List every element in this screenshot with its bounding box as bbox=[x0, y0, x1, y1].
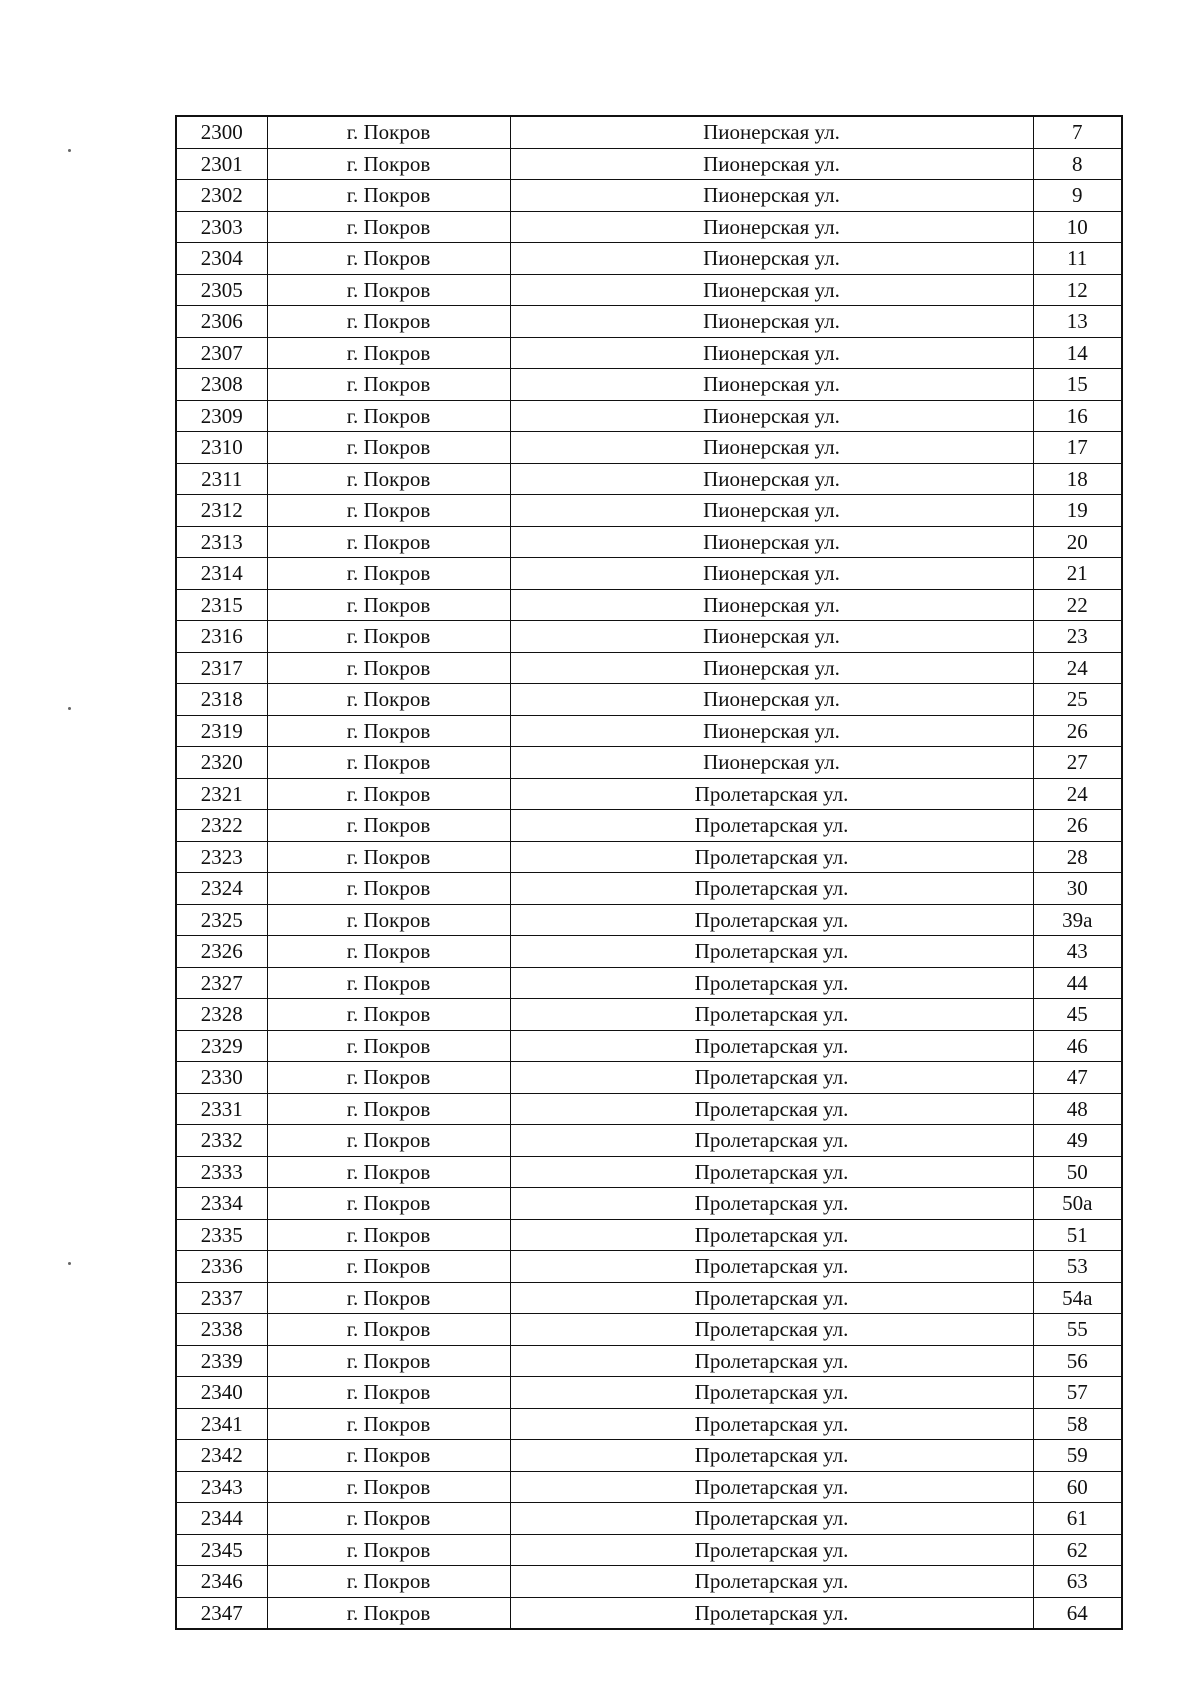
table-row bbox=[176, 495, 1122, 527]
row-number-cell: 2325 bbox=[176, 904, 267, 936]
row-number-cell: 2310 bbox=[176, 432, 267, 464]
table-row bbox=[176, 211, 1122, 243]
row-number-cell: 2346 bbox=[176, 1566, 267, 1598]
house-number-cell: 18 bbox=[1033, 463, 1122, 495]
row-number-cell: 2313 bbox=[176, 526, 267, 558]
table-row bbox=[176, 715, 1122, 747]
street-cell: Пионерская ул. bbox=[510, 306, 1033, 338]
house-number-cell: 24 bbox=[1033, 652, 1122, 684]
house-number-cell: 25 bbox=[1033, 684, 1122, 716]
city-cell: г. Покров bbox=[267, 274, 510, 306]
city-cell: г. Покров bbox=[267, 1314, 510, 1346]
city-cell: г. Покров bbox=[267, 1219, 510, 1251]
table-row bbox=[176, 589, 1122, 621]
row-number-cell: 2342 bbox=[176, 1440, 267, 1472]
city-cell: г. Покров bbox=[267, 116, 510, 148]
house-number-cell: 23 bbox=[1033, 621, 1122, 653]
address-register-table bbox=[175, 115, 1123, 1630]
row-number-cell: 2318 bbox=[176, 684, 267, 716]
house-number-cell: 48 bbox=[1033, 1093, 1122, 1125]
row-number-cell: 2347 bbox=[176, 1597, 267, 1629]
street-cell: Пионерская ул. bbox=[510, 747, 1033, 779]
street-cell: Пролетарская ул. bbox=[510, 1503, 1033, 1535]
row-number-cell: 2335 bbox=[176, 1219, 267, 1251]
street-cell: Пионерская ул. bbox=[510, 180, 1033, 212]
table-row bbox=[176, 1503, 1122, 1535]
house-number-cell: 26 bbox=[1033, 715, 1122, 747]
table-row bbox=[176, 904, 1122, 936]
city-cell: г. Покров bbox=[267, 337, 510, 369]
street-cell: Пролетарская ул. bbox=[510, 1408, 1033, 1440]
row-number-cell: 2345 bbox=[176, 1534, 267, 1566]
city-cell: г. Покров bbox=[267, 621, 510, 653]
house-number-cell: 44 bbox=[1033, 967, 1122, 999]
row-number-cell: 2323 bbox=[176, 841, 267, 873]
city-cell: г. Покров bbox=[267, 684, 510, 716]
table-row bbox=[176, 400, 1122, 432]
table-row bbox=[176, 1219, 1122, 1251]
street-cell: Пионерская ул. bbox=[510, 526, 1033, 558]
table-row bbox=[176, 1093, 1122, 1125]
row-number-cell: 2330 bbox=[176, 1062, 267, 1094]
street-cell: Пионерская ул. bbox=[510, 589, 1033, 621]
street-cell: Пионерская ул. bbox=[510, 715, 1033, 747]
city-cell: г. Покров bbox=[267, 243, 510, 275]
table-row bbox=[176, 1345, 1122, 1377]
row-number-cell: 2326 bbox=[176, 936, 267, 968]
row-number-cell: 2314 bbox=[176, 558, 267, 590]
city-cell: г. Покров bbox=[267, 1345, 510, 1377]
table-row bbox=[176, 1156, 1122, 1188]
row-number-cell: 2324 bbox=[176, 873, 267, 905]
table-row bbox=[176, 652, 1122, 684]
house-number-cell: 51 bbox=[1033, 1219, 1122, 1251]
table-row bbox=[176, 810, 1122, 842]
row-number-cell: 2312 bbox=[176, 495, 267, 527]
row-number-cell: 2329 bbox=[176, 1030, 267, 1062]
house-number-cell: 22 bbox=[1033, 589, 1122, 621]
table-row bbox=[176, 1188, 1122, 1220]
street-cell: Пролетарская ул. bbox=[510, 841, 1033, 873]
street-cell: Пионерская ул. bbox=[510, 463, 1033, 495]
table-row bbox=[176, 116, 1122, 148]
city-cell: г. Покров bbox=[267, 432, 510, 464]
row-number-cell: 2336 bbox=[176, 1251, 267, 1283]
table-row bbox=[176, 999, 1122, 1031]
house-number-cell: 21 bbox=[1033, 558, 1122, 590]
street-cell: Пролетарская ул. bbox=[510, 1062, 1033, 1094]
row-number-cell: 2321 bbox=[176, 778, 267, 810]
city-cell: г. Покров bbox=[267, 211, 510, 243]
margin-speck bbox=[68, 707, 71, 710]
city-cell: г. Покров bbox=[267, 1597, 510, 1629]
city-cell: г. Покров bbox=[267, 400, 510, 432]
house-number-cell: 26 bbox=[1033, 810, 1122, 842]
city-cell: г. Покров bbox=[267, 778, 510, 810]
row-number-cell: 2307 bbox=[176, 337, 267, 369]
row-number-cell: 2338 bbox=[176, 1314, 267, 1346]
row-number-cell: 2317 bbox=[176, 652, 267, 684]
house-number-cell: 55 bbox=[1033, 1314, 1122, 1346]
row-number-cell: 2322 bbox=[176, 810, 267, 842]
row-number-cell: 2331 bbox=[176, 1093, 267, 1125]
table-row bbox=[176, 936, 1122, 968]
house-number-cell: 16 bbox=[1033, 400, 1122, 432]
row-number-cell: 2305 bbox=[176, 274, 267, 306]
house-number-cell: 58 bbox=[1033, 1408, 1122, 1440]
house-number-cell: 57 bbox=[1033, 1377, 1122, 1409]
street-cell: Пролетарская ул. bbox=[510, 1566, 1033, 1598]
table-row bbox=[176, 337, 1122, 369]
table-row bbox=[176, 1471, 1122, 1503]
city-cell: г. Покров bbox=[267, 148, 510, 180]
city-cell: г. Покров bbox=[267, 526, 510, 558]
city-cell: г. Покров bbox=[267, 495, 510, 527]
table-row bbox=[176, 873, 1122, 905]
row-number-cell: 2303 bbox=[176, 211, 267, 243]
row-number-cell: 2337 bbox=[176, 1282, 267, 1314]
city-cell: г. Покров bbox=[267, 1251, 510, 1283]
row-number-cell: 2304 bbox=[176, 243, 267, 275]
street-cell: Пионерская ул. bbox=[510, 652, 1033, 684]
street-cell: Пролетарская ул. bbox=[510, 810, 1033, 842]
house-number-cell: 54а bbox=[1033, 1282, 1122, 1314]
street-cell: Пролетарская ул. bbox=[510, 1440, 1033, 1472]
table-row bbox=[176, 967, 1122, 999]
street-cell: Пионерская ул. bbox=[510, 116, 1033, 148]
street-cell: Пролетарская ул. bbox=[510, 873, 1033, 905]
house-number-cell: 56 bbox=[1033, 1345, 1122, 1377]
table-row bbox=[176, 1125, 1122, 1157]
house-number-cell: 50 bbox=[1033, 1156, 1122, 1188]
house-number-cell: 7 bbox=[1033, 116, 1122, 148]
house-number-cell: 27 bbox=[1033, 747, 1122, 779]
city-cell: г. Покров bbox=[267, 1282, 510, 1314]
street-cell: Пролетарская ул. bbox=[510, 1377, 1033, 1409]
city-cell: г. Покров bbox=[267, 369, 510, 401]
house-number-cell: 28 bbox=[1033, 841, 1122, 873]
street-cell: Пролетарская ул. bbox=[510, 967, 1033, 999]
row-number-cell: 2341 bbox=[176, 1408, 267, 1440]
city-cell: г. Покров bbox=[267, 463, 510, 495]
table-row bbox=[176, 1062, 1122, 1094]
table-row bbox=[176, 274, 1122, 306]
city-cell: г. Покров bbox=[267, 715, 510, 747]
table-row bbox=[176, 1282, 1122, 1314]
street-cell: Пролетарская ул. bbox=[510, 1125, 1033, 1157]
row-number-cell: 2316 bbox=[176, 621, 267, 653]
house-number-cell: 11 bbox=[1033, 243, 1122, 275]
street-cell: Пролетарская ул. bbox=[510, 1534, 1033, 1566]
table-row bbox=[176, 432, 1122, 464]
city-cell: г. Покров bbox=[267, 747, 510, 779]
margin-speck bbox=[68, 149, 71, 152]
city-cell: г. Покров bbox=[267, 589, 510, 621]
city-cell: г. Покров bbox=[267, 1377, 510, 1409]
street-cell: Пролетарская ул. bbox=[510, 904, 1033, 936]
city-cell: г. Покров bbox=[267, 306, 510, 338]
street-cell: Пролетарская ул. bbox=[510, 936, 1033, 968]
city-cell: г. Покров bbox=[267, 1062, 510, 1094]
house-number-cell: 14 bbox=[1033, 337, 1122, 369]
city-cell: г. Покров bbox=[267, 936, 510, 968]
row-number-cell: 2332 bbox=[176, 1125, 267, 1157]
city-cell: г. Покров bbox=[267, 873, 510, 905]
row-number-cell: 2344 bbox=[176, 1503, 267, 1535]
row-number-cell: 2315 bbox=[176, 589, 267, 621]
house-number-cell: 50а bbox=[1033, 1188, 1122, 1220]
street-cell: Пионерская ул. bbox=[510, 558, 1033, 590]
table-row bbox=[176, 526, 1122, 558]
table-row bbox=[176, 841, 1122, 873]
city-cell: г. Покров bbox=[267, 180, 510, 212]
street-cell: Пролетарская ул. bbox=[510, 1156, 1033, 1188]
house-number-cell: 53 bbox=[1033, 1251, 1122, 1283]
table-row bbox=[176, 1597, 1122, 1629]
street-cell: Пролетарская ул. bbox=[510, 1093, 1033, 1125]
table-body bbox=[176, 116, 1122, 1629]
city-cell: г. Покров bbox=[267, 1534, 510, 1566]
row-number-cell: 2327 bbox=[176, 967, 267, 999]
street-cell: Пролетарская ул. bbox=[510, 1597, 1033, 1629]
city-cell: г. Покров bbox=[267, 1156, 510, 1188]
row-number-cell: 2311 bbox=[176, 463, 267, 495]
table-row bbox=[176, 778, 1122, 810]
house-number-cell: 20 bbox=[1033, 526, 1122, 558]
house-number-cell: 9 bbox=[1033, 180, 1122, 212]
row-number-cell: 2343 bbox=[176, 1471, 267, 1503]
street-cell: Пролетарская ул. bbox=[510, 1219, 1033, 1251]
street-cell: Пролетарская ул. bbox=[510, 1314, 1033, 1346]
house-number-cell: 13 bbox=[1033, 306, 1122, 338]
house-number-cell: 8 bbox=[1033, 148, 1122, 180]
row-number-cell: 2302 bbox=[176, 180, 267, 212]
street-cell: Пионерская ул. bbox=[510, 369, 1033, 401]
table-row bbox=[176, 621, 1122, 653]
row-number-cell: 2319 bbox=[176, 715, 267, 747]
table-row bbox=[176, 1566, 1122, 1598]
house-number-cell: 64 bbox=[1033, 1597, 1122, 1629]
house-number-cell: 24 bbox=[1033, 778, 1122, 810]
row-number-cell: 2300 bbox=[176, 116, 267, 148]
city-cell: г. Покров bbox=[267, 810, 510, 842]
house-number-cell: 19 bbox=[1033, 495, 1122, 527]
street-cell: Пионерская ул. bbox=[510, 621, 1033, 653]
row-number-cell: 2306 bbox=[176, 306, 267, 338]
street-cell: Пионерская ул. bbox=[510, 495, 1033, 527]
city-cell: г. Покров bbox=[267, 1566, 510, 1598]
table-row bbox=[176, 306, 1122, 338]
city-cell: г. Покров bbox=[267, 1030, 510, 1062]
street-cell: Пионерская ул. bbox=[510, 432, 1033, 464]
city-cell: г. Покров bbox=[267, 1471, 510, 1503]
table-row bbox=[176, 1251, 1122, 1283]
street-cell: Пролетарская ул. bbox=[510, 1282, 1033, 1314]
house-number-cell: 30 bbox=[1033, 873, 1122, 905]
table-row bbox=[176, 1408, 1122, 1440]
street-cell: Пролетарская ул. bbox=[510, 778, 1033, 810]
table-row bbox=[176, 1377, 1122, 1409]
house-number-cell: 63 bbox=[1033, 1566, 1122, 1598]
row-number-cell: 2309 bbox=[176, 400, 267, 432]
row-number-cell: 2340 bbox=[176, 1377, 267, 1409]
house-number-cell: 62 bbox=[1033, 1534, 1122, 1566]
city-cell: г. Покров bbox=[267, 1125, 510, 1157]
house-number-cell: 45 bbox=[1033, 999, 1122, 1031]
city-cell: г. Покров bbox=[267, 652, 510, 684]
row-number-cell: 2334 bbox=[176, 1188, 267, 1220]
table-row bbox=[176, 1534, 1122, 1566]
house-number-cell: 59 bbox=[1033, 1440, 1122, 1472]
city-cell: г. Покров bbox=[267, 1093, 510, 1125]
city-cell: г. Покров bbox=[267, 1440, 510, 1472]
street-cell: Пионерская ул. bbox=[510, 274, 1033, 306]
city-cell: г. Покров bbox=[267, 904, 510, 936]
house-number-cell: 17 bbox=[1033, 432, 1122, 464]
table-row bbox=[176, 747, 1122, 779]
street-cell: Пролетарская ул. bbox=[510, 1188, 1033, 1220]
house-number-cell: 15 bbox=[1033, 369, 1122, 401]
row-number-cell: 2339 bbox=[176, 1345, 267, 1377]
table-row bbox=[176, 243, 1122, 275]
city-cell: г. Покров bbox=[267, 1408, 510, 1440]
house-number-cell: 47 bbox=[1033, 1062, 1122, 1094]
street-cell: Пионерская ул. bbox=[510, 148, 1033, 180]
table-row bbox=[176, 1440, 1122, 1472]
table-row bbox=[176, 369, 1122, 401]
street-cell: Пионерская ул. bbox=[510, 400, 1033, 432]
row-number-cell: 2301 bbox=[176, 148, 267, 180]
street-cell: Пролетарская ул. bbox=[510, 1251, 1033, 1283]
row-number-cell: 2320 bbox=[176, 747, 267, 779]
row-number-cell: 2308 bbox=[176, 369, 267, 401]
street-cell: Пролетарская ул. bbox=[510, 1030, 1033, 1062]
street-cell: Пионерская ул. bbox=[510, 211, 1033, 243]
city-cell: г. Покров bbox=[267, 967, 510, 999]
row-number-cell: 2333 bbox=[176, 1156, 267, 1188]
street-cell: Пионерская ул. bbox=[510, 243, 1033, 275]
table-row bbox=[176, 558, 1122, 590]
house-number-cell: 61 bbox=[1033, 1503, 1122, 1535]
table-row bbox=[176, 180, 1122, 212]
row-number-cell: 2328 bbox=[176, 999, 267, 1031]
house-number-cell: 60 bbox=[1033, 1471, 1122, 1503]
city-cell: г. Покров bbox=[267, 1188, 510, 1220]
street-cell: Пионерская ул. bbox=[510, 684, 1033, 716]
house-number-cell: 10 bbox=[1033, 211, 1122, 243]
table-row bbox=[176, 684, 1122, 716]
house-number-cell: 39а bbox=[1033, 904, 1122, 936]
street-cell: Пролетарская ул. bbox=[510, 1471, 1033, 1503]
table-row bbox=[176, 1030, 1122, 1062]
house-number-cell: 12 bbox=[1033, 274, 1122, 306]
house-number-cell: 49 bbox=[1033, 1125, 1122, 1157]
table-row bbox=[176, 463, 1122, 495]
city-cell: г. Покров bbox=[267, 1503, 510, 1535]
street-cell: Пионерская ул. bbox=[510, 337, 1033, 369]
house-number-cell: 43 bbox=[1033, 936, 1122, 968]
city-cell: г. Покров bbox=[267, 558, 510, 590]
city-cell: г. Покров bbox=[267, 999, 510, 1031]
street-cell: Пролетарская ул. bbox=[510, 1345, 1033, 1377]
table-row bbox=[176, 1314, 1122, 1346]
house-number-cell: 46 bbox=[1033, 1030, 1122, 1062]
table-row bbox=[176, 148, 1122, 180]
margin-speck bbox=[68, 1262, 71, 1265]
street-cell: Пролетарская ул. bbox=[510, 999, 1033, 1031]
city-cell: г. Покров bbox=[267, 841, 510, 873]
